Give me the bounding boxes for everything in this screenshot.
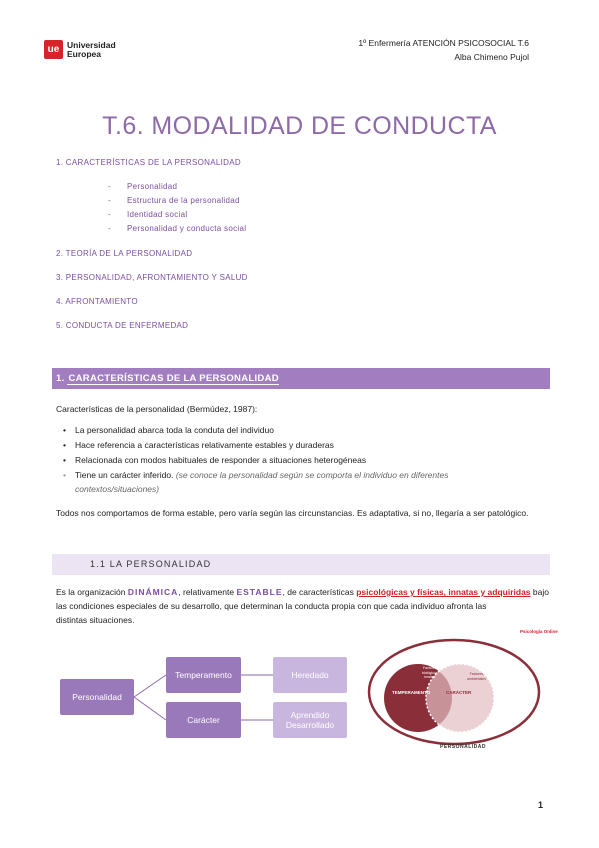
node-label: Aprendido: [290, 710, 330, 720]
venn-personalidad-label: PERSONALIDAD: [440, 744, 487, 750]
bullet-text: Relacionada con modos habituales de responder a situaciones heterogéneas: [75, 455, 367, 465]
toc-subitem-label: Personalidad: [127, 182, 178, 191]
page-title: T.6. MODALIDAD DE CONDUCTA: [102, 112, 497, 140]
bullet-text: Hace referencia a características relativamente estables y duraderas: [75, 440, 334, 450]
logo-line2: Europea: [67, 48, 102, 59]
venn-label: ambientales: [467, 676, 486, 681]
node-label: Desarrollado: [285, 720, 335, 730]
toc-item-3[interactable]: 3. PERSONALIDAD, AFRONTAMIENTO Y SALUD: [56, 273, 248, 282]
toc-subitem[interactable]: - Estructura de la personalidad: [108, 196, 240, 205]
header-author: Alba Chimeno Pujol: [454, 52, 529, 62]
page-number: 1: [537, 800, 543, 810]
venn-ambient-label: [467, 672, 486, 681]
venn-temperamento-label: TEMPERAMENTO: [392, 690, 431, 695]
para-text: bajo: [530, 587, 549, 597]
keyword-highlight: psicológicas y físicas, innatas y adquiridas: [356, 587, 531, 597]
toc-subitem[interactable]: - Identidad social: [108, 210, 188, 219]
diagram-node-aprendido: [273, 702, 347, 738]
logo-line1: Universidad: [67, 39, 116, 50]
toc-subitem[interactable]: - Personalidad y conducta social: [108, 224, 247, 233]
venn-label: innatos: [424, 675, 436, 679]
toc-item-5[interactable]: 5. CONDUCTA DE ENFERMEDAD: [56, 321, 189, 330]
bullet-icon: •: [63, 455, 66, 465]
toc-item-1[interactable]: 1. CARACTERÍSTICAS DE LA PERSONALIDAD: [56, 158, 241, 167]
section-1-intro: Características de la personalidad (Bermúdez, 1987):: [56, 404, 258, 414]
venn-brand-logo: Psicología Online: [520, 629, 558, 634]
bullet-icon: •: [63, 440, 66, 450]
venn-caracter-label: CARÁCTER: [446, 690, 472, 695]
para-text: Es la organización: [56, 587, 128, 597]
bullet-text: La personalidad abarca toda la conduta del individuo: [75, 425, 274, 435]
diagram-node-caracter: Carácter: [166, 702, 241, 738]
subsection-paragraph-line2: las condiciones especiales de su desarrollo, que determinan la conducta propia con que cada individuo afronta las: [56, 601, 487, 611]
venn-label: Factores: [469, 672, 484, 676]
toc-subitem-label: Estructura de la personalidad: [127, 196, 240, 205]
diagram-node-temperamento: Temperamento: [166, 657, 241, 693]
bullet-note-cont: contextos/situaciones): [75, 484, 160, 494]
venn-label: Factores: [422, 666, 437, 670]
section-1-summary: Todos nos comportamos de forma estable, pero varía según las circunstancias. Es adaptativa, si no, llegaría a ser patológico.: [56, 508, 529, 518]
section-1-number: 1.: [56, 373, 65, 384]
header-course: 1º Enfermería ATENCIÓN PSICOSOCIAL T.6: [358, 38, 529, 48]
section-1-title: CARACTERÍSTICAS DE LA PERSONALIDAD: [68, 373, 279, 384]
diagram-node-personalidad: Personalidad: [60, 679, 134, 715]
bullet-icon: •: [63, 470, 66, 480]
para-text: , de características: [282, 587, 357, 597]
logo-mark: ue: [44, 40, 63, 59]
venn-inner-label: [422, 666, 438, 680]
venn-diagram: [360, 636, 560, 756]
toc-item-4[interactable]: 4. AFRONTAMIENTO: [56, 297, 138, 306]
keyword-dinamica: DINÁMICA: [127, 587, 179, 597]
toc-subitem-label: Personalidad y conducta social: [127, 224, 247, 233]
diagram-node-heredado: Heredado: [273, 657, 347, 693]
para-text: , relativamente: [178, 587, 237, 597]
toc-item-2[interactable]: 2. TEORÍA DE LA PERSONALIDAD: [56, 249, 193, 258]
keyword-estable: ESTABLE: [236, 587, 283, 597]
toc-subitem[interactable]: - Personalidad: [108, 182, 178, 191]
bullet-note: (se conoce la personalidad según se comporta el individuo en diferentes: [175, 470, 449, 480]
venn-label: biológicos: [422, 670, 438, 675]
bullet-icon: •: [63, 425, 66, 435]
bullet-text: Tiene un carácter inferido.: [75, 470, 174, 480]
toc-subitem-label: Identidad social: [127, 210, 188, 219]
subsection-title: 1.1 LA PERSONALIDAD: [90, 559, 212, 569]
subsection-paragraph-line3: distintas situaciones.: [56, 615, 135, 625]
